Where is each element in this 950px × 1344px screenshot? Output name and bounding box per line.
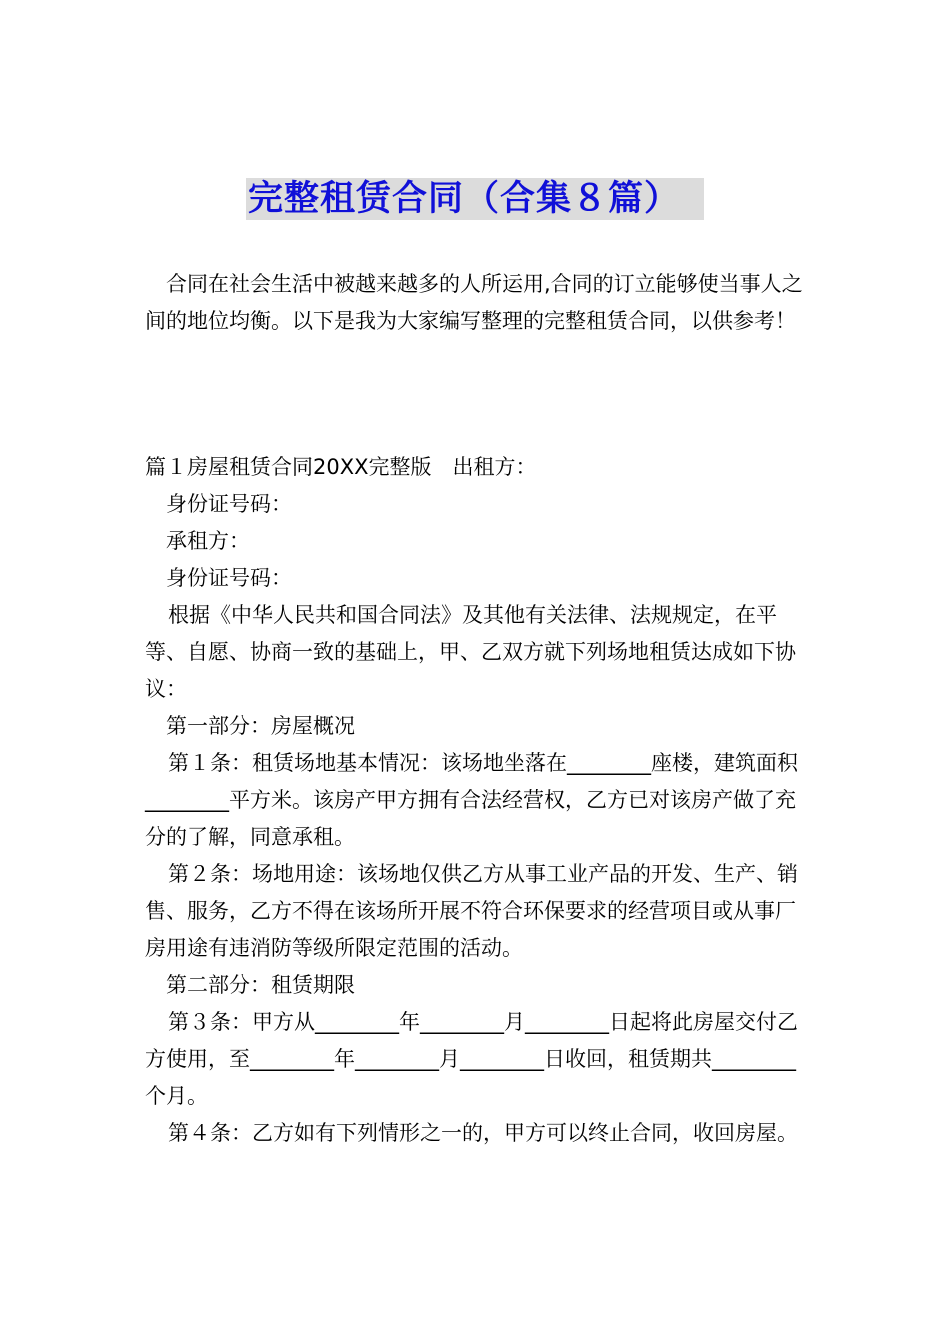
document-title: 完整租赁合同（合集８篇） (246, 178, 704, 220)
intro-paragraph: 合同在社会生活中被越来越多的人所运用,合同的订立能够使当事人之间的地位均衡。以下是我为大家编写整理的完整租赁合同，以供参考！ (145, 272, 803, 333)
part-two-heading: 第二部分：租赁期限 (166, 973, 355, 997)
intro-block (145, 266, 810, 340)
article-4-paragraph: 第４条：乙方如有下列情形之一的，甲方可以终止合同，收回房屋。 (168, 1121, 798, 1145)
part-one-heading: 第一部分：房屋概况 (166, 714, 355, 738)
lessor-id-line: 身份证号码： (166, 492, 292, 516)
contract-body (145, 449, 810, 1152)
section-heading-line: 篇１房屋租赁合同20XX完整版 出租方： (145, 455, 537, 479)
lessee-line: 承租方： (166, 529, 250, 553)
title-block (0, 178, 950, 220)
basis-paragraph: 根据《中华人民共和国合同法》及其他有关法律、法规规定，在平等、自愿、协商一致的基础上，甲、乙双方就下列场地租赁达成如下协议： (145, 603, 796, 701)
article-1-paragraph: 第１条：租赁场地基本情况：该场地坐落在________座楼，建筑面积________平方米。该房产甲方拥有合法经营权，乙方已对该房产做了充分的了解，同意承租。 (145, 751, 798, 849)
article-3-paragraph: 第３条：甲方从________年________月________日起将此房屋交付乙方使用，至________年________月________日收回，租赁期共________个月。 (145, 1010, 798, 1108)
article-2-paragraph: 第２条：场地用途：该场地仅供乙方从事工业产品的开发、生产、销售、服务，乙方不得在该场所开展不符合环保要求的经营项目或从事厂房用途有违消防等级所限定范围的活动。 (145, 862, 798, 960)
lessee-id-line: 身份证号码： (166, 566, 292, 590)
